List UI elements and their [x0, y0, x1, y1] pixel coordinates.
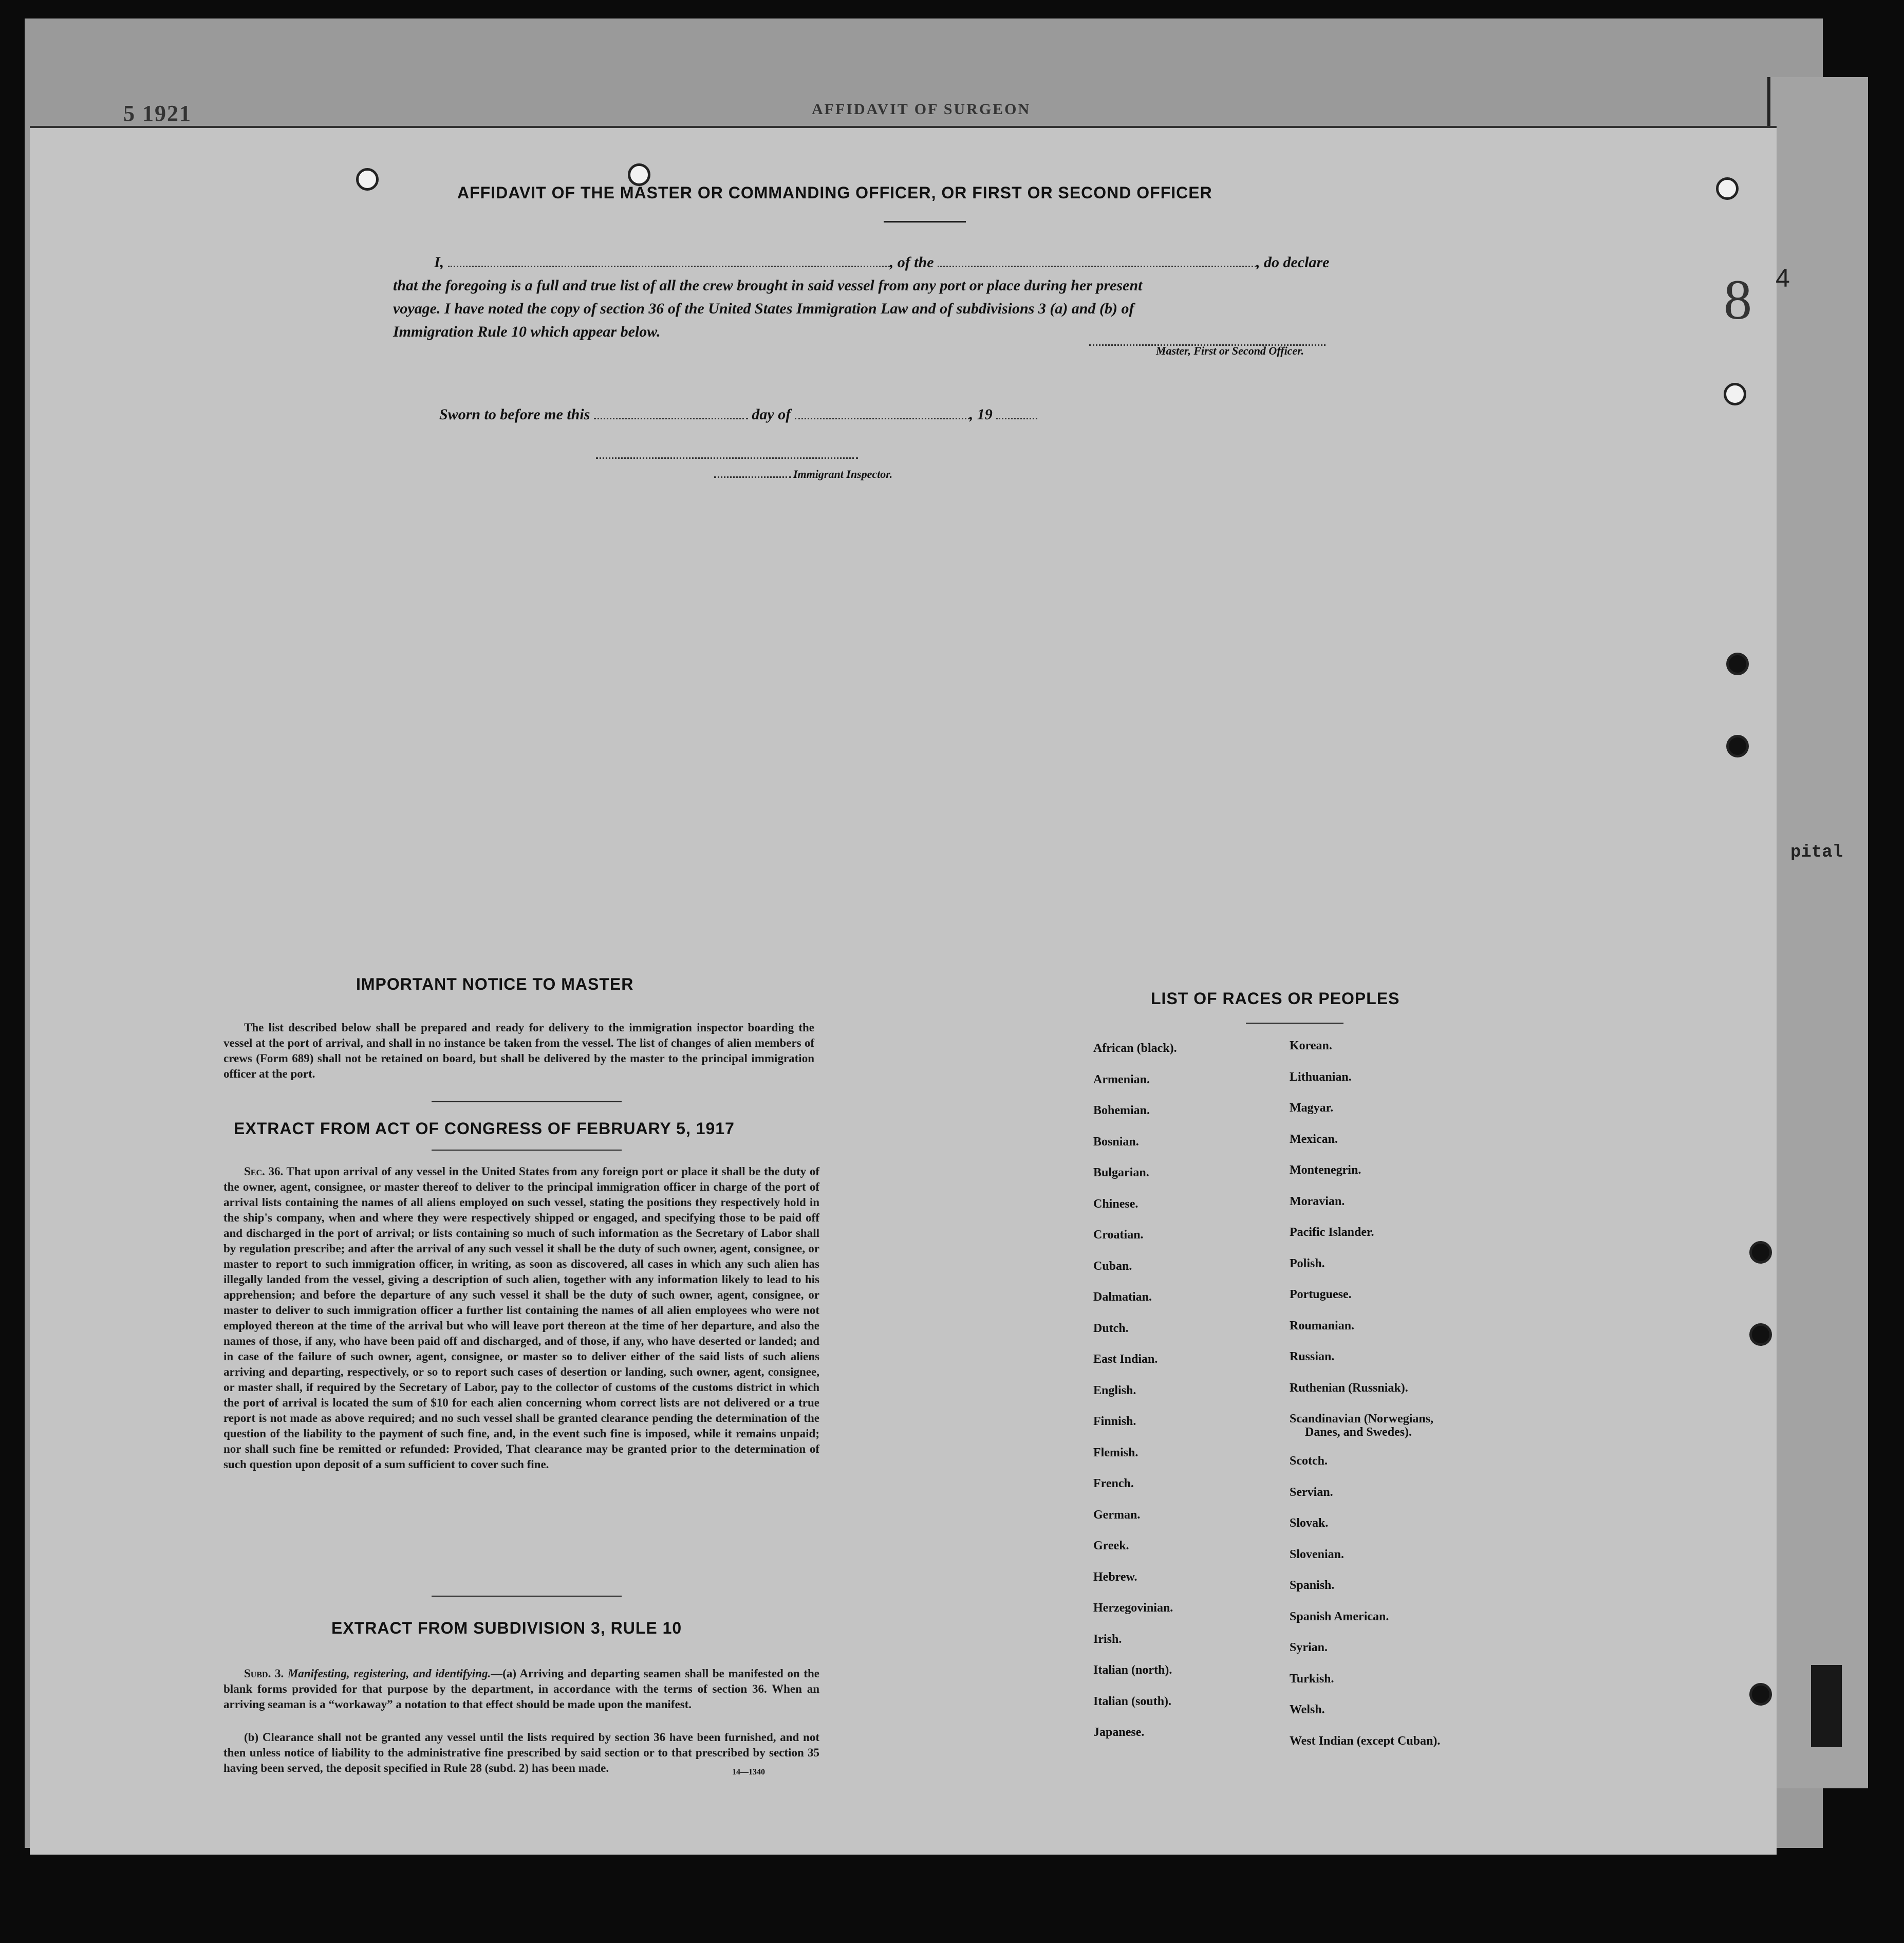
race-item: Bohemian. — [1093, 1104, 1150, 1117]
race-item: Korean. — [1290, 1039, 1332, 1052]
race-item: Slovenian. — [1290, 1547, 1345, 1561]
notice-text: The list described below shall be prepared and ready for delivery to the immigration inspector boarding the vessel at the port of arrival, and shall in no instance be taken from the vessel. The list of changes of alien members of crews (Form 689) shall not be retained on board, but shall be delivered by the master to the principal immigration officer at the port. — [223, 1021, 814, 1080]
sworn-year: , 19 — [969, 406, 993, 423]
act-extract-title: EXTRACT FROM ACT OF CONGRESS OF FEBRUARY 5, 1917 — [234, 1119, 735, 1138]
race-item: Moravian. — [1290, 1194, 1345, 1208]
race-item: Montenegrin. — [1290, 1163, 1361, 1177]
race-item: Hebrew. — [1093, 1570, 1137, 1584]
race-item: Greek. — [1093, 1539, 1129, 1552]
affidavit-title: AFFIDAVIT OF THE MASTER OR COMMANDING OFFICER, OR FIRST OR SECOND OFFICER — [457, 183, 1212, 202]
races-title: LIST OF RACES OR PEOPLES — [1151, 989, 1400, 1008]
race-item-line: Danes, and Swedes). — [1305, 1426, 1412, 1439]
subdivision-a-text — [223, 1666, 819, 1712]
surgeon-affidavit-heading: AFFIDAVIT OF SURGEON — [812, 101, 1031, 118]
subdivision-label: Subd. 3. — [244, 1667, 284, 1680]
divider — [432, 1101, 622, 1102]
sworn-day-of: day of — [752, 406, 791, 423]
races-left-column — [1093, 1033, 1177, 1748]
punch-hole — [1724, 383, 1746, 405]
race-item: African (black). — [1093, 1042, 1177, 1055]
race-item: Chinese. — [1093, 1197, 1138, 1211]
punch-hole — [1716, 177, 1739, 200]
race-item: Pacific Islander. — [1290, 1226, 1374, 1239]
race-item: Slovak. — [1290, 1516, 1329, 1530]
race-item: French. — [1093, 1477, 1134, 1490]
race-item: Servian. — [1290, 1485, 1333, 1499]
race-item: Turkish. — [1290, 1672, 1334, 1686]
race-item: Italian (south). — [1093, 1694, 1172, 1708]
punch-hole — [628, 163, 650, 186]
punch-hole — [1726, 653, 1749, 675]
race-item: Italian (north). — [1093, 1663, 1172, 1677]
race-item: West Indian (except Cuban). — [1290, 1734, 1441, 1748]
race-item: Syrian. — [1290, 1641, 1328, 1654]
race-item: Cuban. — [1093, 1259, 1132, 1273]
sworn-year-blank[interactable] — [996, 418, 1037, 419]
race-item: Spanish. — [1290, 1579, 1335, 1592]
declaration-line-2: that the foregoing is a full and true list of all the crew brought in said vessel from any port or place during her present — [393, 277, 1143, 294]
race-item: Bosnian. — [1093, 1135, 1139, 1149]
races-right-column — [1290, 1030, 1440, 1756]
subdivision-a-body: —(a) Arriving and departing seamen shall be manifested on the blank forms provided for that purpose by the department, in accordance with the terms of section 36. When an arriving seaman is a “workaway” a notation to that effect should be made upon the manifest. — [223, 1667, 820, 1711]
race-item: Scotch. — [1290, 1454, 1328, 1468]
subdivision-b-text: (b) Clearance shall not be granted any vessel until the lists required by section 36 have been furnished, and not then unless notice of liability to the administrative fine prescribed by said section or to that prescribed by section 35 having been served, the deposit specified in Rule 28 (subd. 2) has been made. — [223, 1731, 819, 1774]
race-item: Dalmatian. — [1093, 1290, 1152, 1304]
declaration-declare: , do declare — [1256, 254, 1330, 271]
inspector-line — [714, 468, 892, 481]
race-item: Finnish. — [1093, 1415, 1136, 1428]
race-item: Croatian. — [1093, 1228, 1144, 1242]
rule-extract-title: EXTRACT FROM SUBDIVISION 3, RULE 10 — [331, 1619, 682, 1637]
race-item: Welsh. — [1290, 1703, 1325, 1716]
signer-caption: Master, First or Second Officer. — [1156, 344, 1304, 357]
race-item: Roumanian. — [1290, 1319, 1355, 1333]
inspector-signature-blank[interactable] — [596, 452, 858, 461]
section-36-text — [223, 1164, 819, 1472]
form-number: 14—1340 — [732, 1768, 765, 1777]
race-item: Magyar. — [1290, 1101, 1334, 1115]
race-item: Polish. — [1290, 1256, 1325, 1270]
background-sheet-edge — [1767, 77, 1868, 1788]
race-item: Dutch. — [1093, 1321, 1129, 1335]
race-item: Irish. — [1093, 1632, 1122, 1646]
declaration-line-1 — [434, 254, 1329, 271]
race-item: Russian. — [1290, 1350, 1335, 1363]
race-item: Lithuanian. — [1290, 1070, 1352, 1084]
race-item: Flemish. — [1093, 1446, 1138, 1459]
sworn-line — [439, 406, 1037, 423]
sheet-number: 8 — [1724, 268, 1752, 331]
race-item: Spanish American. — [1290, 1609, 1389, 1623]
race-item: German. — [1093, 1508, 1141, 1522]
officer-name-blank[interactable] — [448, 266, 890, 267]
race-item: Bulgarian. — [1093, 1166, 1149, 1179]
section-36-label: Sec. 36. — [244, 1165, 284, 1178]
divider — [1246, 1023, 1343, 1024]
race-item: Herzegovinian. — [1093, 1601, 1173, 1615]
race-item: East Indian. — [1093, 1353, 1158, 1366]
corner-number: 4 — [1776, 264, 1790, 292]
declaration-line-3: voyage. I have noted the copy of section 36 of the United States Immigration Law and of subdivisions 3 (a) and (b) of — [393, 300, 1134, 317]
punch-hole — [1726, 735, 1749, 757]
vessel-name-blank[interactable] — [938, 266, 1256, 267]
declaration-of-the: , of the — [889, 254, 934, 271]
divider — [884, 221, 966, 223]
edge-shadow — [1811, 1665, 1842, 1747]
race-item: Mexican. — [1290, 1132, 1338, 1146]
race-item — [1290, 1403, 1440, 1446]
race-item: Ruthenian (Russniak). — [1290, 1381, 1408, 1395]
section-36-body: That upon arrival of any vessel in the United States from any foreign port or place it shall be the duty of the owner, agent, consignee, or master thereof to deliver to the principal immigration officer in charge of the port of arrival lists containing the names of all aliens employed on such vessel, stating the positions they respectively hold in the ship's company, when and where they were respectively shipped or engaged, and specifying those to be paid off and discharged in the port of arrival; or lists containing so much of such information as the Secretary of Labor shall by regulation prescribe; and after the arrival of any such vessel it shall be the duty of such owner, agent, consignee, or master to report to such immigration officer, in writing, as soon as discovered, all cases in which any such alien has illegally landed from the vessel, giving a description of such alien, together with any information likely to lead to his apprehension; and before the departure of any such vessel it shall be the duty of such owner, agent, consignee, or master to deliver to such immigration officer a further list containing the names of all alien employees who were not employed thereon at the time of the arrival but who will leave port thereon at the time of her departure, and also the names of those, if any, who have been paid off and discharged, and of those, if any, who have deserted or landed; and in case of the failure of such owner, agent, consignee, or master so to deliver either of the said lists of such aliens arriving and departing, respectively, or so to report such cases of desertion or landing, such owner, agent, consignee, or master shall, if required by the Secretary of Labor, pay to the collector of customs of the customs district in which the port of arrival is located the sum of $10 for each alien concerning whom correct lists are not delivered or a true report is not made as above required; and no such vessel shall be granted clearance pending the determination of the question of the liability to the payment of such fine, and, in the event such fine is imposed, while it remains unpaid; nor shall such fine be remitted or refunded: Provided, That clearance may be granted prior to the determination of such question upon deposit of a sum sufficient to cover such fine. — [223, 1165, 819, 1471]
sworn-prefix: Sworn to before me this — [439, 406, 590, 423]
race-item: English. — [1093, 1383, 1136, 1397]
date-stamp: 5 1921 — [123, 101, 192, 126]
notice-title: IMPORTANT NOTICE TO MASTER — [356, 975, 634, 993]
declaration-line-4: Immigration Rule 10 which appear below. — [393, 323, 661, 340]
affidavit-page — [30, 126, 1777, 1855]
edge-text-fragment: pital — [1790, 843, 1843, 862]
race-item: Portuguese. — [1290, 1288, 1352, 1301]
sworn-day-blank[interactable] — [594, 418, 748, 419]
punch-hole — [356, 168, 379, 191]
sworn-month-blank[interactable] — [795, 418, 969, 419]
subdivision-heading: Manifesting, registering, and identifying. — [287, 1667, 491, 1680]
punch-hole — [1749, 1683, 1772, 1706]
inspector-caption: Immigrant Inspector. — [793, 468, 893, 480]
race-item: Japanese. — [1093, 1726, 1145, 1739]
race-item: Armenian. — [1093, 1072, 1150, 1086]
divider — [432, 1596, 622, 1597]
divider — [432, 1150, 622, 1151]
punch-hole — [1749, 1323, 1772, 1346]
punch-hole — [1749, 1241, 1772, 1264]
declaration-i: I, — [434, 254, 444, 271]
race-item-line: Scandinavian (Norwegians, — [1290, 1412, 1434, 1426]
